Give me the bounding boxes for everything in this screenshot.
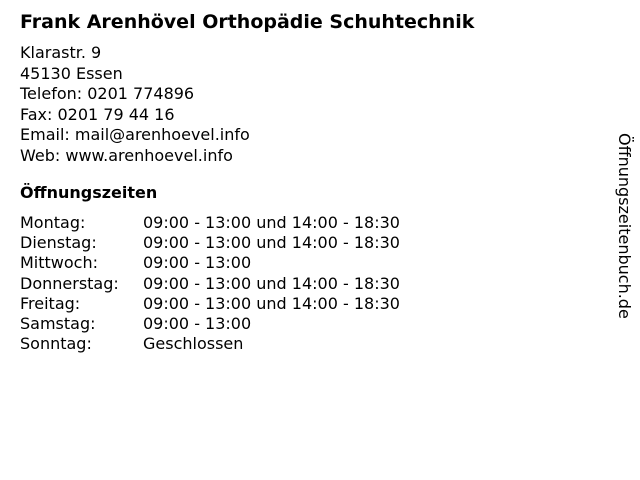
- hours-time: 09:00 - 13:00: [143, 253, 252, 273]
- hours-time: Geschlossen: [143, 334, 244, 354]
- hours-day: Donnerstag:: [20, 273, 119, 293]
- hours-time: 09:00 - 13:00: [143, 314, 252, 334]
- business-name: Frank Arenhövel Orthopädie Schuhtechnik: [20, 11, 475, 33]
- hours-day: Sonntag:: [20, 334, 92, 354]
- opening-hours-list: [20, 213, 400, 354]
- hours-row-friday: [20, 294, 400, 314]
- hours-row-wednesday: [20, 253, 400, 273]
- hours-day: Mittwoch:: [20, 253, 98, 273]
- hours-row-monday: [20, 213, 400, 233]
- email-address: Email: mail@arenhoevel.info: [20, 125, 250, 144]
- hours-heading: Öffnungszeiten: [20, 183, 158, 202]
- hours-day: Dienstag:: [20, 233, 97, 253]
- hours-row-saturday: [20, 314, 400, 334]
- city-postal: 45130 Essen: [20, 63, 123, 83]
- hours-row-tuesday: [20, 233, 400, 253]
- street-address: Klarastr. 9: [20, 43, 102, 62]
- contact-block: [20, 43, 250, 166]
- hours-row-sunday: [20, 334, 400, 354]
- hours-time: 09:00 - 13:00 und 14:00 - 18:30: [143, 213, 400, 232]
- hours-time: 09:00 - 13:00 und 14:00 - 18:30: [143, 273, 400, 293]
- hours-day: Samstag:: [20, 314, 96, 334]
- hours-time: 09:00 - 13:00 und 14:00 - 18:30: [143, 233, 400, 253]
- brand-watermark: [611, 133, 637, 363]
- hours-row-thursday: [20, 274, 400, 294]
- hours-day: Freitag:: [20, 293, 81, 313]
- phone-number: Telefon: 0201 774896: [20, 84, 195, 103]
- hours-day: Montag:: [20, 213, 86, 232]
- website-url: Web: www.arenhoevel.info: [20, 145, 233, 165]
- brand-text: Öffnungszeitenbuch.de: [615, 133, 634, 319]
- hours-time: 09:00 - 13:00 und 14:00 - 18:30: [143, 293, 400, 313]
- fax-number: Fax: 0201 79 44 16: [20, 104, 175, 124]
